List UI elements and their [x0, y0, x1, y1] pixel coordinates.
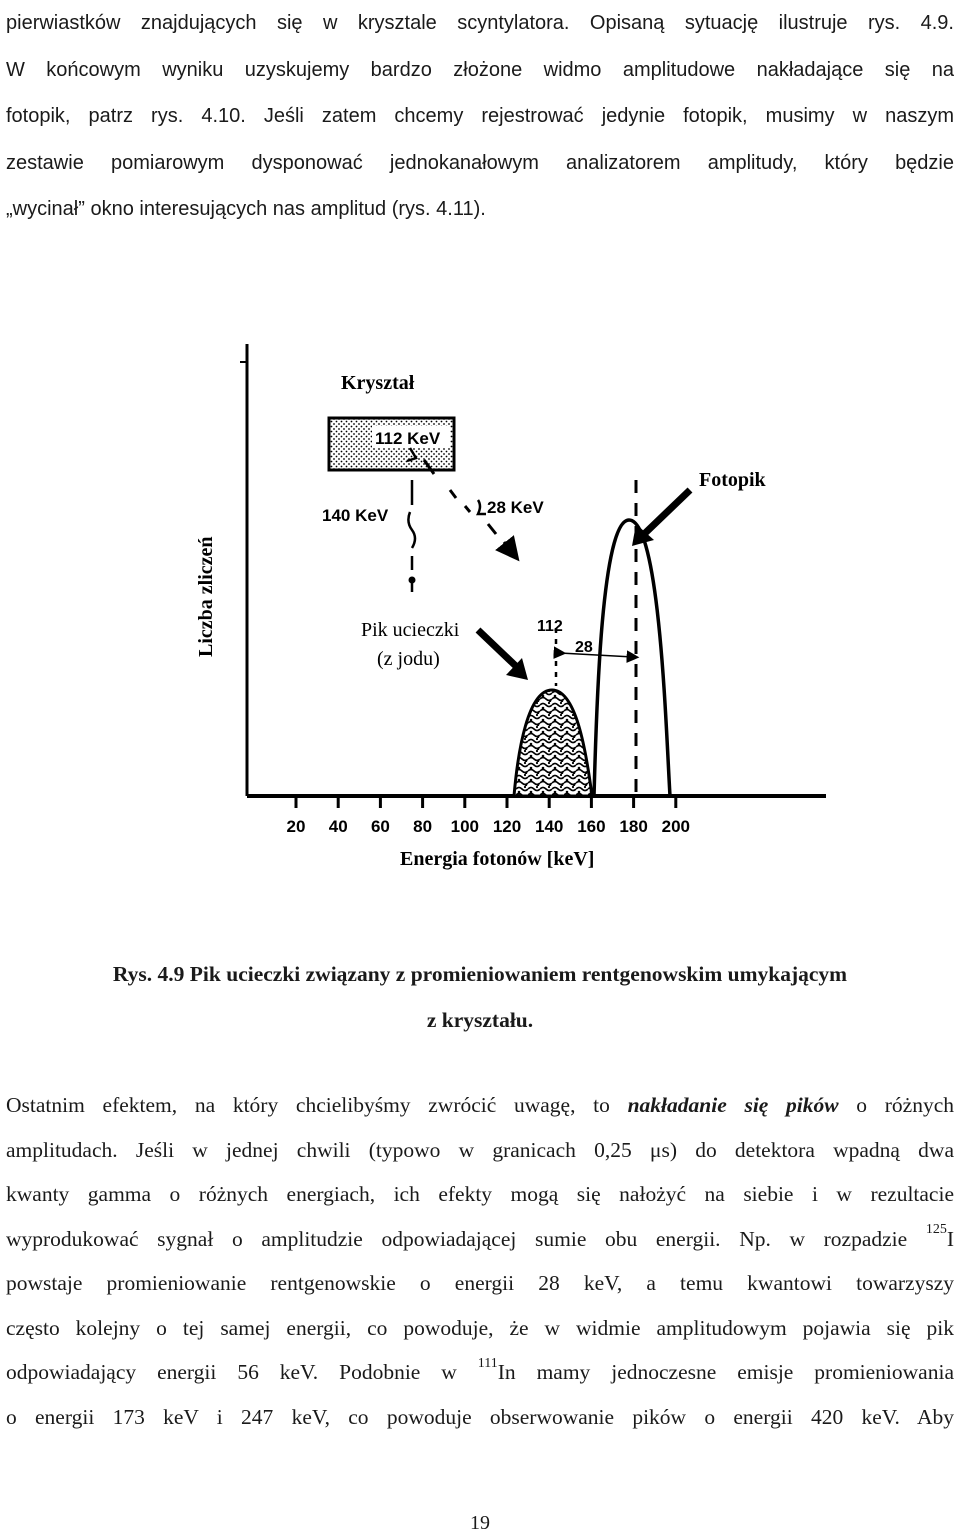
body-paragraph — [6, 1083, 954, 1439]
text-line: W końcowym wyniku uzyskujemy bardzo złożone widmo amplitudowe nakładające się na — [6, 58, 954, 81]
x-tick-label: 200 — [661, 817, 690, 836]
text-line: powstaje promieniowanie rentgenowskie o energii 28 keV, a temu kwantowi towarzyszy — [6, 1271, 954, 1295]
x-tick-label: 180 — [619, 817, 648, 836]
marker-28-label: 28 — [575, 639, 593, 656]
text-line: często kolejny o tej samej energii, co powoduje, że w widmie amplitudowym pojawia się pik — [6, 1315, 954, 1340]
x-tick-label: 60 — [370, 817, 390, 836]
y-axis-label: Liczba zliczeń — [195, 536, 217, 657]
crystal-energy-label: 112 KeV — [375, 429, 441, 448]
photopeak-arrow — [632, 490, 690, 546]
figure-escape-peak — [0, 330, 960, 875]
x-tick-labels — [287, 817, 690, 836]
photopeak — [594, 520, 670, 796]
isotope-mass: 125 — [925, 1222, 947, 1238]
figure-caption-cont: z kryształu. — [426, 1008, 534, 1032]
incident-energy-label: 140 KeV — [322, 506, 389, 525]
x-tick-label: 80 — [413, 817, 433, 836]
text-line: o energii 173 keV i 247 keV, co powoduje obserwowanie pików o energii 420 keV. Aby — [6, 1404, 954, 1429]
escape-peak-label: Pik ucieczki — [361, 619, 460, 641]
isotope-mass: 111 — [477, 1355, 498, 1371]
x-axis-label: Energia fotonów [keV] — [400, 848, 595, 870]
x-tick-label: 140 — [535, 817, 564, 836]
text-line: zestawie pomiarowym dysponować jednokanałowym analizatorem amplitudy, który będzie — [6, 151, 954, 174]
x-tick-label: 100 — [450, 817, 479, 836]
text-line: fotopik, patrz rys. 4.10. Jeśli zatem chcemy rejestrować jedynie fotopik, musimy w naszym — [6, 105, 954, 127]
text-line: wyprodukować sygnał o amplitudzie odpowiadającej sumie obu energii. Np. w rozpadzie $^{125}$I — [6, 1222, 954, 1251]
escape-energy-label: 28 KeV — [487, 498, 544, 517]
marker-112-label: 112 — [537, 618, 563, 635]
intro-paragraph — [6, 0, 954, 233]
text-line: amplitudach. Jeśli w jednej chwili (typowo w granicach 0,25 μs) do detektora wpadną dwa — [6, 1137, 954, 1162]
text-line: kwanty gamma o różnych energiach, ich efekty mogą się nałożyć na siebie i w rezultacie — [6, 1182, 954, 1206]
x-tick-label: 20 — [286, 817, 306, 836]
text-line: odpowiadający energii 56 keV. Podobnie w $^{111}$In mamy jednoczesne emisje promieniowania — [6, 1355, 954, 1384]
escape-peak-label-sub: (z jodu) — [377, 648, 440, 670]
escape-peak — [514, 690, 592, 796]
photopeak-label: Fotopik — [699, 469, 766, 491]
x-tick-label: 40 — [328, 817, 348, 836]
text-line: Ostatnim efektem, na który chcielibyśmy zwrócić uwagę, to nakładanie się pików o różnych — [6, 1093, 954, 1117]
emphasis-text: nakładanie się pików — [627, 1093, 839, 1117]
text-line: pierwiastków znajdujących się w krysztale scyntylatora. Opisaną sytuację ilustruje rys. 4.9. — [6, 12, 954, 34]
crystal-label: Kryształ — [341, 372, 415, 394]
escape-peak-arrow — [478, 630, 528, 680]
x-tick-label: 120 — [492, 817, 522, 836]
x-tick-label: 160 — [577, 817, 606, 836]
page-number: 19 — [470, 1512, 490, 1534]
figure-caption: Rys. 4.9 Pik ucieczki związany z promieniowaniem rentgenowskim umykającym — [112, 962, 848, 986]
text-line: „wycinał” okno interesujących nas amplitud (rys. 4.11). — [6, 198, 486, 220]
spectrum-diagram — [0, 330, 960, 875]
